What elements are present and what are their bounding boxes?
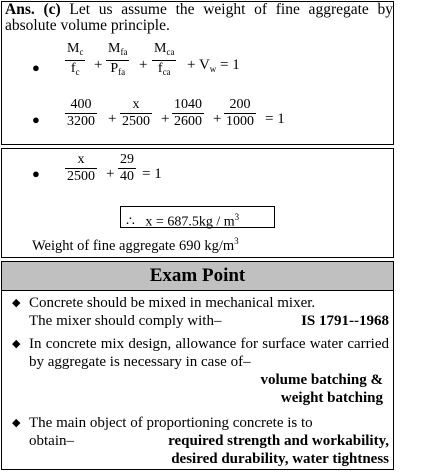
exam-point-box xyxy=(1,261,394,470)
plus-sign: + xyxy=(213,111,222,127)
therefore-symbol: ∴ xyxy=(126,214,135,230)
answer-label: Ans. xyxy=(5,1,35,18)
plus-sign: + xyxy=(139,57,148,73)
exam-point-item-1: Concrete should be mixed in mechanical mixer. The mixer should comply with– IS 1791--1968 xyxy=(29,295,389,329)
eq2-frac1: 400 3200 xyxy=(67,97,95,129)
plus-sign: + xyxy=(106,166,115,182)
plus-sign: + xyxy=(94,57,103,73)
exam-point-item-2: In concrete mix design, allowance for surface water carried by aggregate is necessary in case of– volume batching & weight batching xyxy=(29,336,389,406)
eq2-frac4: 200 1000 xyxy=(226,97,254,129)
answer-text: Let us assume the weight of fine aggregate by absolute volume principle. xyxy=(5,1,394,34)
plus-sign: + xyxy=(161,111,170,127)
answer-intro xyxy=(5,2,393,34)
bullet-icon: ● xyxy=(32,166,40,181)
eq2-rhs: = 1 xyxy=(265,111,285,127)
bullet-icon: ● xyxy=(32,112,40,127)
exam-point-title: Exam Point xyxy=(2,262,393,291)
eq3-frac1: x 2500 xyxy=(67,152,95,184)
answer-box xyxy=(1,1,394,145)
weight-line: Weight of fine aggregate 690 $kg/m^3$ xyxy=(32,236,239,254)
eq1-term2: $M_{fa}$ $P_{fa}$ xyxy=(108,41,128,77)
eq2-frac3: 1040 2600 xyxy=(174,97,202,129)
eq1-tail: + $V_w = 1$ xyxy=(187,57,240,74)
eq1-term3: $M_{ca}$ $f_{ca}$ xyxy=(154,41,175,77)
plus-sign: + xyxy=(108,111,117,127)
diamond-bullet-icon: ◆ xyxy=(12,417,21,429)
diamond-bullet-icon: ◆ xyxy=(12,297,21,309)
eq3-frac2: 29 40 xyxy=(120,152,134,184)
solution-box xyxy=(1,148,394,258)
answer-option: (c) xyxy=(43,1,61,18)
exam-point-item-3: The main object of proportioning concrete is to obtain– required strength and workability, desired durability, water tightness xyxy=(29,415,389,467)
eq3-rhs: = 1 xyxy=(142,166,162,182)
diamond-bullet-icon: ◆ xyxy=(12,338,21,350)
result-box: ∴ $x = 687.5kg / m^3$ xyxy=(120,206,275,228)
bullet-icon: ● xyxy=(32,60,40,75)
eq1-term1: $M_c$ $f_c$ xyxy=(67,41,84,77)
result-text: x = 687.5kg / m xyxy=(145,214,235,230)
eq2-frac2: x 2500 xyxy=(122,97,150,129)
